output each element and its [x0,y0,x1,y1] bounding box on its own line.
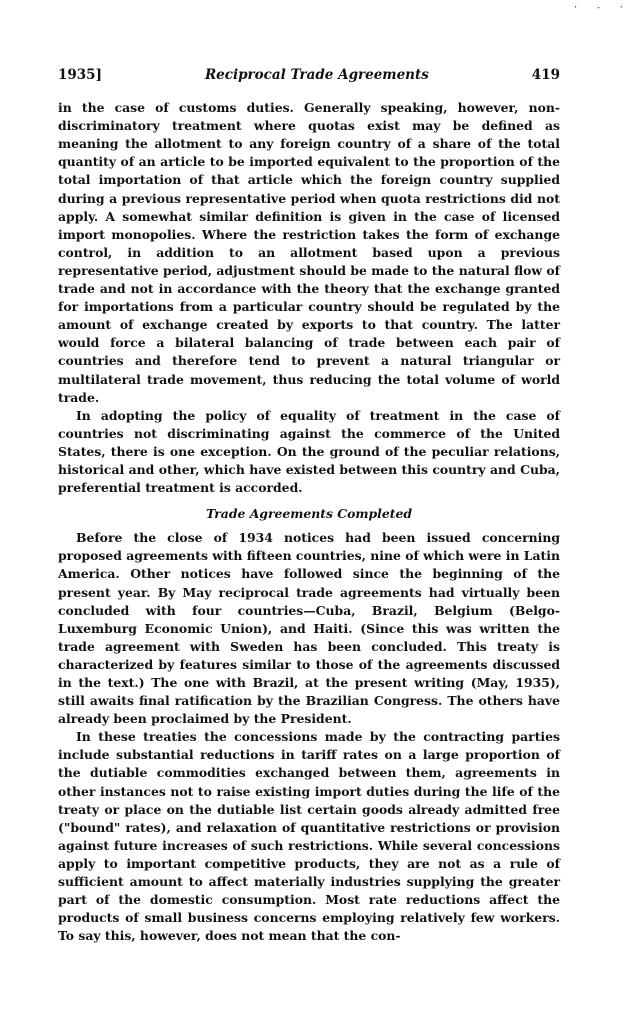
running-head [58,66,560,84]
paragraph-3: Before the close of 1934 notices had been issued concerning proposed agreements with fifteen countries, nine of which were in Latin America. Other notices have followed since the beginning of the present year. By May reciprocal trade agreements had virtually been concluded with four countries—Cuba, Brazil, Belgium (Belgo-Luxemburg Economic Union), and Haiti. (Since this was written the trade agreement with Sweden has been concluded. This treaty is characterized by features similar to those of the agreements discussed in the text.) The one with Brazil, at the present writing (May, 1935), still awaits final ratification by the Brazilian Congress. The others have already been proclaimed by the President. [58,530,560,727]
section-heading: Trade Agreements Completed [205,506,413,522]
page-number: 419 [531,67,560,83]
header-title: Reciprocal Trade Agreements [204,67,429,83]
scan-marks: · - · [572,3,630,13]
paragraph-2: In adopting the policy of equality of treatment in the case of countries not discriminating against the commerce of the United States, there is one exception. On the ground of the peculiar relations, historical and other, which have existed between this country and Cuba, preferential treatment is accorded. [58,407,560,496]
paragraph-4: In these treaties the concessions made by the contracting parties include substantial reductions in tariff rates on a large proportion of the dutiable commodities exchanged between them, agreements in other instances not to raise existing import duties during the life of the treaty or place on the dutiable list certain goods already admitted free ("bound" rates), and relaxation of quantitative restrictions or provision against future increases of such restrictions. While several concessions apply to important competitive products, they are not as a rule of sufficient amount to affect materially industries supplying the greater part of the domestic consumption. Most rate reductions affect the products of small business concerns employing relatively few workers. To say this, however, does not mean that the con- [58,729,560,944]
paragraph-1: in the case of customs duties. Generally speaking, however, non-discriminatory treatment where quotas exist may be defined as meaning the allotment to any foreign country of a share of the total quantity of an article to be imported equivalent to the proportion of the total importation of that article which the foreign country supplied during a previous representative period when quota restrictions did not apply. A somewhat similar definition is given in the case of licensed import monopolies. Where the restriction takes the form of exchange control, in addition to an allotment based upon a previous representative period, adjustment should be made to the natural flow of trade and not in accordance with the theory that the exchange granted for importations from a particular country should be regulated by the amount of exchange created by exports to that country. The latter would force a bilateral balancing of trade between each pair of countries and therefore tend to prevent a natural triangular or multilateral trade movement, thus reducing the total volume of world trade. [58,100,560,405]
document-page [58,66,560,945]
header-year: 1935] [58,67,102,83]
